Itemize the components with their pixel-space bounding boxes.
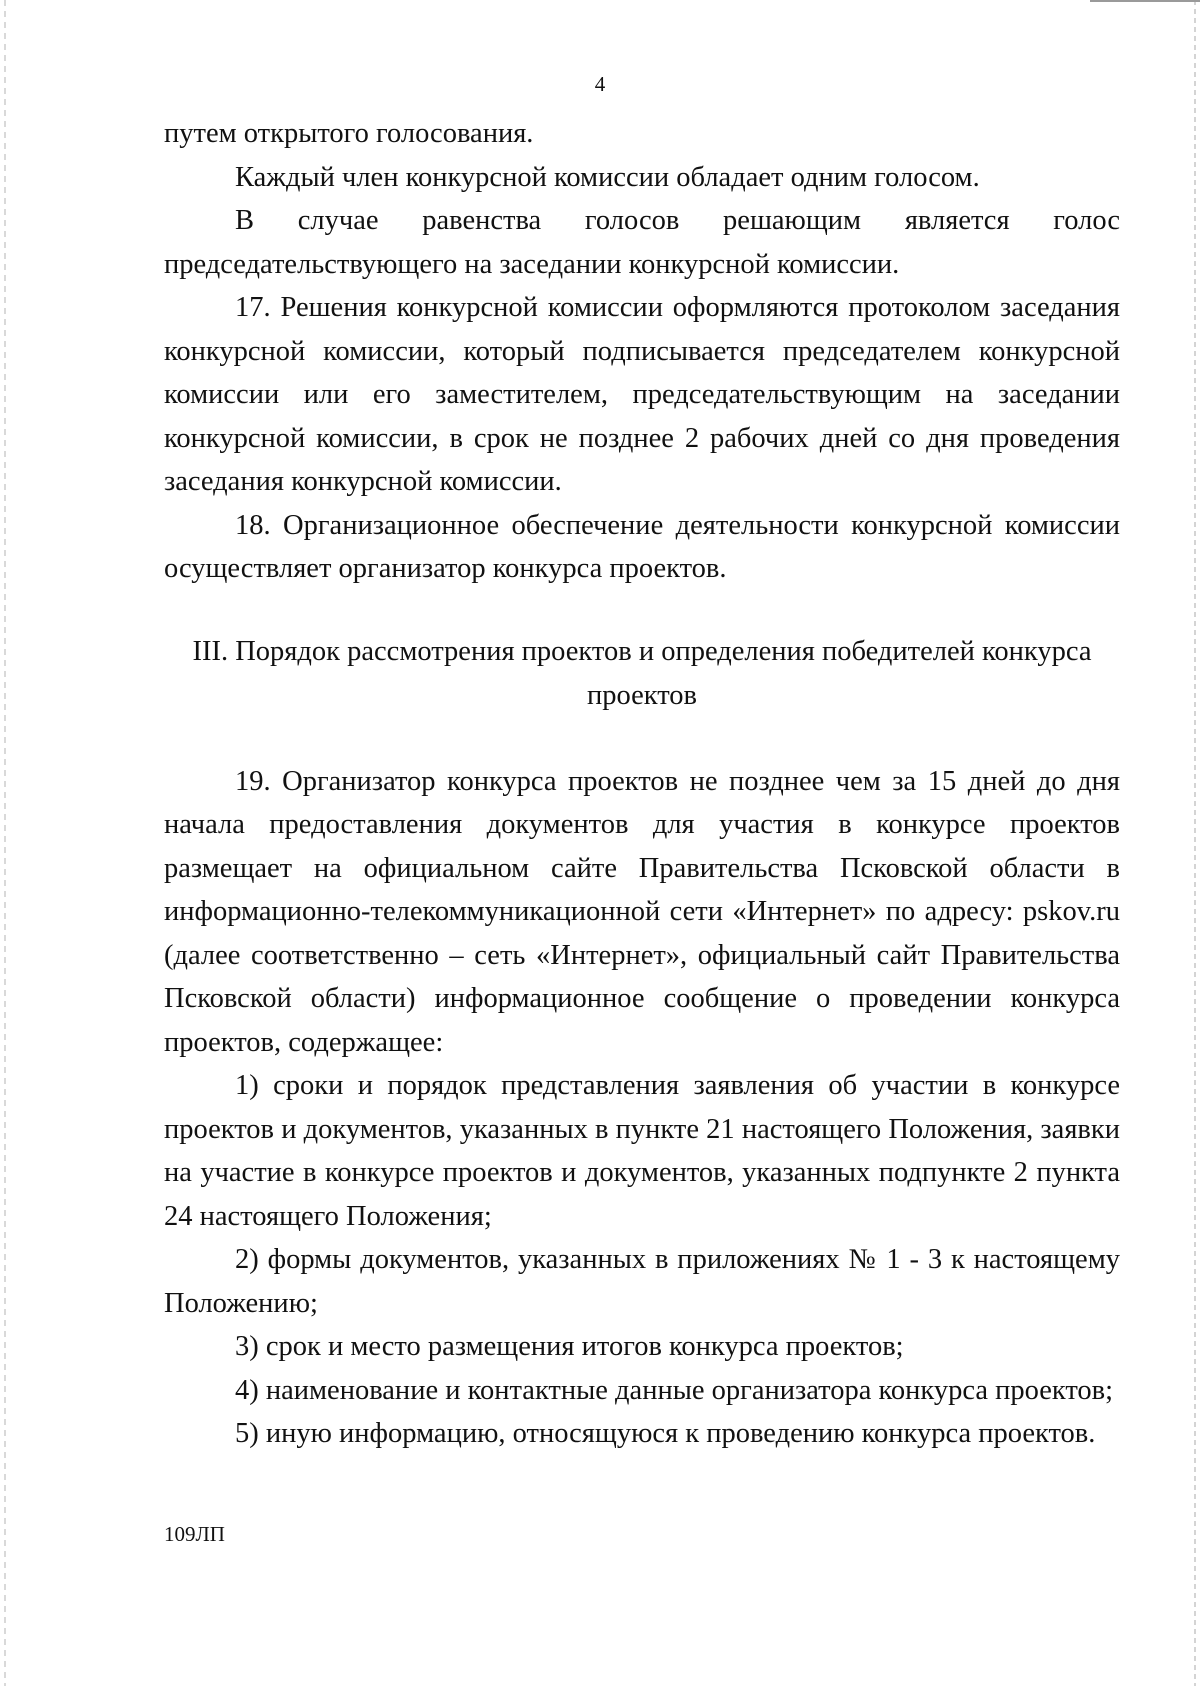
spacer — [164, 718, 1120, 760]
list-item-5: 5) иную информацию, относящуюся к проведению конкурса проектов. — [235, 1418, 1096, 1449]
section-heading-line1: III. Порядок рассмотрения проектов и определения победителей конкурса — [192, 635, 1092, 667]
paragraph-19: 19. Организатор конкурса проектов не позднее чем за 15 дней до дня начала предоставления документов для участия в конкурсе проектов размещает на официальном сайте Правительства Псковской области в информационно-телекоммуникационной сети «Интернет» по адресу: pskov.ru (далее соответственно – сеть «Интернет», официальный сайт Правительства Псковской области) информационное сообщение о проведении конкурса проектов, содержащее: — [164, 765, 1120, 1058]
paragraph-18: 18. Организационное обеспечение деятельности конкурсной комиссии осуществляет организатор конкурса проектов. — [164, 509, 1120, 584]
list-item-1: 1) сроки и порядок представления заявления об участии в конкурсе проектов и документов, указанных в пункте 21 настоящего Положения, заявки на участие в конкурсе проектов и документов, указанных подпункте 2 пункта 24 настоящего Положения; — [164, 1070, 1120, 1232]
list-item-3: 3) срок и место размещения итогов конкурса проектов; — [235, 1331, 904, 1362]
list-item-4: 4) наименование и контактные данные организатора конкурса проектов; — [235, 1374, 1114, 1406]
document-body — [164, 112, 1120, 1456]
paragraph-vote: Каждый член конкурсной комиссии обладает одним голосом. — [235, 161, 980, 193]
page-number: 4 — [594, 72, 606, 96]
scan-edge-right — [1194, 0, 1196, 1686]
section-heading-line2: проектов — [586, 679, 697, 711]
paragraph-continuation: путем открытого голосования. — [164, 118, 534, 149]
list-item-2: 2) формы документов, указанных в приложениях № 1 - 3 к настоящему Положению; — [164, 1244, 1120, 1319]
scan-edge-left — [4, 0, 6, 1686]
section-heading — [164, 630, 1120, 718]
scan-edge-top — [1090, 0, 1200, 2]
paragraph-17: 17. Решения конкурсной комиссии оформляются протоколом заседания конкурсной комиссии, который подписывается председателем конкурсной комиссии или его заместителем, председательствующим на заседании конкурсной комиссии, в срок не позднее 2 рабочих дней со дня проведения заседания конкурсной комиссии. — [164, 292, 1120, 497]
document-code: 109ЛП — [164, 1522, 225, 1546]
paragraph-tie: В случае равенства голосов решающим является голос председательствующего на заседании конкурсной комиссии. — [164, 205, 1120, 280]
spacer — [164, 591, 1120, 630]
